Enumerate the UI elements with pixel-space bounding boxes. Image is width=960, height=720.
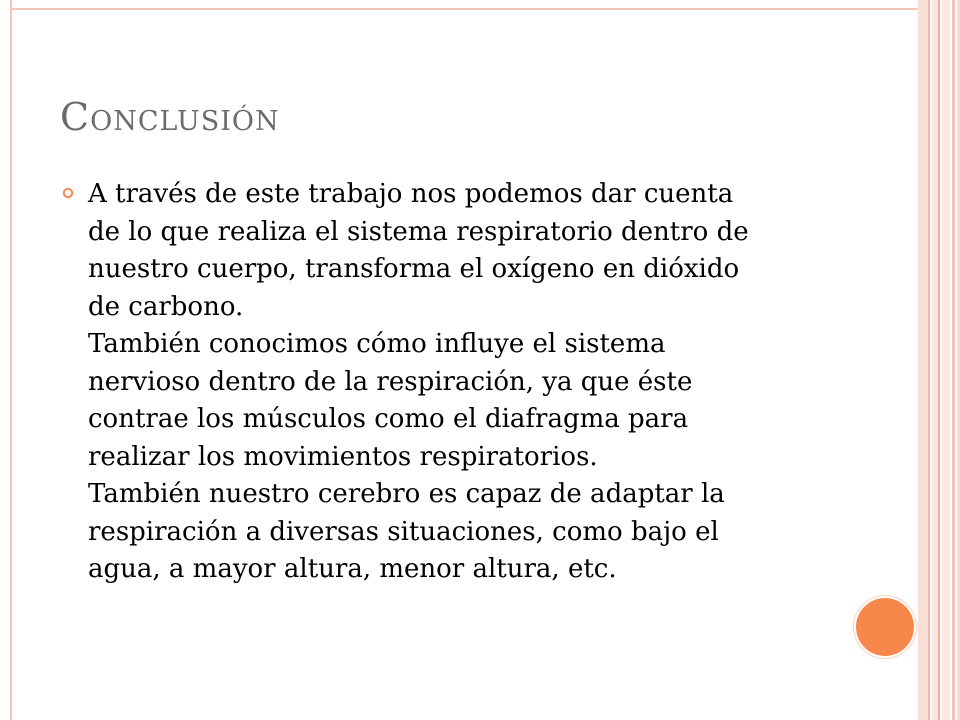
decorative-stripe	[928, 0, 930, 720]
text-line: de lo que realiza el sistema respiratorio dentro de	[88, 216, 749, 247]
decorative-stripe	[942, 0, 950, 720]
text-line: contrae los músculos como el diafragma para	[88, 404, 689, 434]
bullet-item	[62, 176, 852, 589]
text-line: nervioso dentro de la respiración, ya que éste	[88, 366, 693, 397]
frame-top-border	[10, 8, 928, 10]
text-line: respiración a diversas situaciones, como bajo el	[88, 516, 719, 547]
text-line: También conocimos cómo influye el sistema	[88, 329, 666, 359]
bullet-text	[88, 176, 852, 589]
slide-content	[62, 176, 852, 589]
text-line: A través de este trabajo nos podemos dar cuenta	[88, 179, 734, 209]
text-line: de carbono.	[88, 291, 244, 322]
frame-left-border	[10, 0, 12, 720]
slide-title: Conclusión	[60, 95, 280, 139]
decorative-stripe	[952, 0, 955, 720]
text-line: agua, a mayor altura, menor altura, etc.	[88, 554, 617, 584]
decorative-stripe	[938, 0, 940, 720]
text-line: nuestro cuerpo, transforma el oxígeno en dióxido	[88, 254, 740, 284]
text-line: También nuestro cerebro es capaz de adaptar la	[88, 479, 725, 509]
hollow-circle-bullet-icon	[62, 187, 74, 199]
orange-circle-decoration	[856, 598, 914, 656]
decorative-stripe	[918, 0, 928, 720]
text-line: realizar los movimientos respiratorios.	[88, 441, 598, 472]
